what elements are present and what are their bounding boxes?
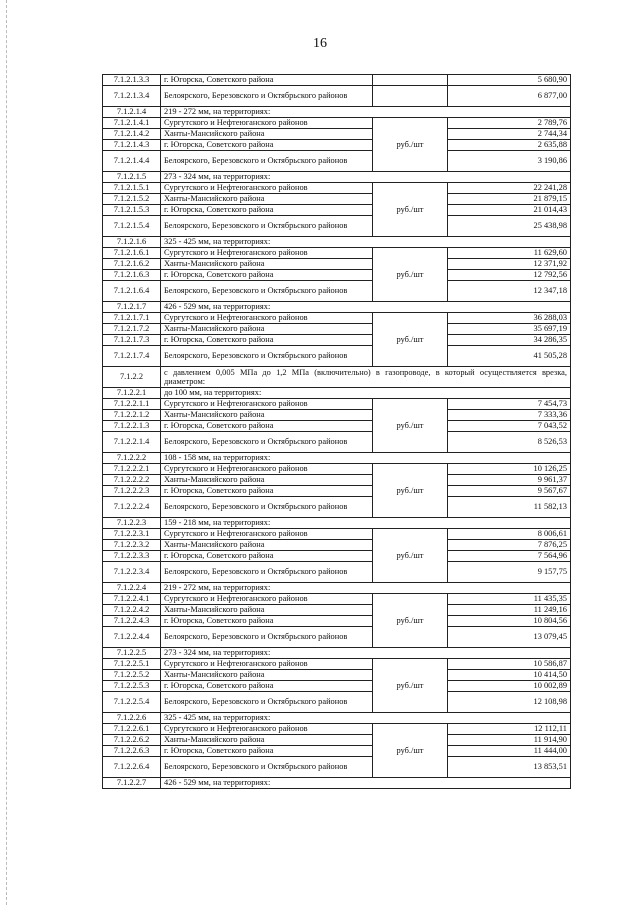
table-row xyxy=(103,140,571,151)
row-code: 7.1.2.1.3.4 xyxy=(103,86,161,107)
territory-name: Сургутского и Нефтеюганского районов xyxy=(161,594,373,605)
table-row xyxy=(103,281,571,302)
row-code: 7.1.2.2.6.3 xyxy=(103,746,161,757)
row-code: 7.1.2.1.6.3 xyxy=(103,270,161,281)
territory-name: Белоярского, Березовского и Октябрьского районов xyxy=(161,497,373,518)
territory-name: г. Югорска, Советского района xyxy=(161,486,373,497)
row-code: 7.1.2.2.3.1 xyxy=(103,529,161,540)
territory-name: г. Югорска, Советского района xyxy=(161,421,373,432)
tariff-price: 11 914,90 xyxy=(448,735,571,746)
territory-name: Ханты-Мансийского района xyxy=(161,475,373,486)
row-code: 7.1.2.2.4.3 xyxy=(103,616,161,627)
table-row xyxy=(103,778,571,789)
table-row xyxy=(103,421,571,432)
table-row xyxy=(103,205,571,216)
row-code: 7.1.2.2 xyxy=(103,367,161,388)
row-code: 7.1.2.2.1.1 xyxy=(103,399,161,410)
table-row xyxy=(103,107,571,118)
table-row xyxy=(103,475,571,486)
territory-name: Ханты-Мансийского района xyxy=(161,129,373,140)
table-row xyxy=(103,659,571,670)
row-code: 7.1.2.1.5 xyxy=(103,172,161,183)
row-code: 7.1.2.1.4.1 xyxy=(103,118,161,129)
table-row xyxy=(103,562,571,583)
territory-name: Ханты-Мансийского района xyxy=(161,324,373,335)
table-row xyxy=(103,118,571,129)
table-row xyxy=(103,497,571,518)
tariff-price: 11 582,13 xyxy=(448,497,571,518)
binding-edge-line xyxy=(6,0,7,905)
table-row xyxy=(103,616,571,627)
tariff-price: 10 002,89 xyxy=(448,681,571,692)
tariff-table xyxy=(102,74,571,789)
tariff-price: 9 157,75 xyxy=(448,562,571,583)
table-row xyxy=(103,605,571,616)
tariff-price: 10 586,87 xyxy=(448,659,571,670)
table-row xyxy=(103,464,571,475)
table-row xyxy=(103,248,571,259)
table-row xyxy=(103,746,571,757)
tariff-price: 3 190,86 xyxy=(448,151,571,172)
table-row xyxy=(103,627,571,648)
table-row xyxy=(103,540,571,551)
subsection-header: 426 - 529 мм, на территориях: xyxy=(161,778,571,789)
row-code: 7.1.2.2.3.4 xyxy=(103,562,161,583)
territory-name: Сургутского и Нефтеюганского районов xyxy=(161,529,373,540)
table-row xyxy=(103,648,571,659)
row-code: 7.1.2.2.6 xyxy=(103,713,161,724)
unit-of-measure: руб./шт xyxy=(373,399,448,453)
tariff-price: 8 006,61 xyxy=(448,529,571,540)
territory-name: Белоярского, Березовского и Октябрьского районов xyxy=(161,627,373,648)
tariff-price: 12 347,18 xyxy=(448,281,571,302)
tariff-price: 12 112,11 xyxy=(448,724,571,735)
table-row xyxy=(103,194,571,205)
territory-name: г. Югорска, Советского района xyxy=(161,746,373,757)
row-code: 7.1.2.2.5.3 xyxy=(103,681,161,692)
unit-of-measure: руб./шт xyxy=(373,118,448,172)
row-code: 7.1.2.2.1 xyxy=(103,388,161,399)
table-row xyxy=(103,313,571,324)
row-code: 7.1.2.2.3.2 xyxy=(103,540,161,551)
row-code: 7.1.2.2.6.4 xyxy=(103,757,161,778)
table-row xyxy=(103,183,571,194)
table-row xyxy=(103,270,571,281)
table-row xyxy=(103,583,571,594)
row-code: 7.1.2.1.7 xyxy=(103,302,161,313)
row-code: 7.1.2.2.3.3 xyxy=(103,551,161,562)
table-row xyxy=(103,86,571,107)
row-code: 7.1.2.2.2 xyxy=(103,453,161,464)
unit-of-measure: руб./шт xyxy=(373,248,448,302)
table-row xyxy=(103,335,571,346)
territory-name: г. Югорска, Советского района xyxy=(161,205,373,216)
unit-of-measure: руб./шт xyxy=(373,724,448,778)
subsection-header: 273 - 324 мм, на территориях: xyxy=(161,172,571,183)
table-row xyxy=(103,670,571,681)
unit-of-measure: руб./шт xyxy=(373,659,448,713)
table-row xyxy=(103,259,571,270)
table-row xyxy=(103,237,571,248)
territory-name: Белоярского, Березовского и Октябрьского районов xyxy=(161,151,373,172)
table-row xyxy=(103,724,571,735)
unit-of-measure: руб./шт xyxy=(373,183,448,237)
tariff-price: 10 414,50 xyxy=(448,670,571,681)
table-row xyxy=(103,432,571,453)
table-row xyxy=(103,75,571,86)
tariff-price: 2 789,76 xyxy=(448,118,571,129)
table-row xyxy=(103,453,571,464)
section-description: с давлением 0,005 МПа до 1,2 МПа (включительно) в газопроводе, в который осуществляется врезка, диаметром: xyxy=(161,367,571,388)
subsection-header: 426 - 529 мм, на территориях: xyxy=(161,302,571,313)
territory-name: Сургутского и Нефтеюганского районов xyxy=(161,183,373,194)
territory-name: Белоярского, Березовского и Октябрьского районов xyxy=(161,692,373,713)
subsection-header: 159 - 218 мм, на территориях: xyxy=(161,518,571,529)
row-code: 7.1.2.2.1.3 xyxy=(103,421,161,432)
row-code: 7.1.2.2.4.4 xyxy=(103,627,161,648)
table-row xyxy=(103,172,571,183)
tariff-price: 11 629,60 xyxy=(448,248,571,259)
table-row xyxy=(103,551,571,562)
unit-empty xyxy=(373,75,448,86)
table-row xyxy=(103,757,571,778)
territory-name: Сургутского и Нефтеюганского районов xyxy=(161,399,373,410)
row-code: 7.1.2.1.5.2 xyxy=(103,194,161,205)
territory-name: Сургутского и Нефтеюганского районов xyxy=(161,313,373,324)
territory-name: Белоярского, Березовского и Октябрьского районов xyxy=(161,346,373,367)
tariff-price: 41 505,28 xyxy=(448,346,571,367)
tariff-price: 34 286,35 xyxy=(448,335,571,346)
territory-name: Ханты-Мансийского района xyxy=(161,735,373,746)
tariff-price: 2 635,88 xyxy=(448,140,571,151)
territory-name: г. Югорска, Советского района xyxy=(161,616,373,627)
tariff-price: 2 744,34 xyxy=(448,129,571,140)
tariff-price: 7 043,52 xyxy=(448,421,571,432)
table-row xyxy=(103,302,571,313)
table-row xyxy=(103,129,571,140)
tariff-price: 7 333,36 xyxy=(448,410,571,421)
territory-name: Сургутского и Нефтеюганского районов xyxy=(161,724,373,735)
tariff-price: 7 454,73 xyxy=(448,399,571,410)
territory-name: Ханты-Мансийского района xyxy=(161,410,373,421)
tariff-price: 9 961,37 xyxy=(448,475,571,486)
tariff-table-body xyxy=(103,75,571,789)
tariff-price: 10 804,56 xyxy=(448,616,571,627)
row-code: 7.1.2.2.4.2 xyxy=(103,605,161,616)
territory-name: Ханты-Мансийского района xyxy=(161,540,373,551)
tariff-price: 9 567,67 xyxy=(448,486,571,497)
tariff-price: 11 435,35 xyxy=(448,594,571,605)
territory-name: Белоярского, Березовского и Октябрьского районов xyxy=(161,86,373,107)
row-code: 7.1.2.2.2.1 xyxy=(103,464,161,475)
subsection-header: 219 - 272 мм, на территориях: xyxy=(161,107,571,118)
territory-name: Сургутского и Нефтеюганского районов xyxy=(161,464,373,475)
table-row xyxy=(103,410,571,421)
tariff-price: 12 371,92 xyxy=(448,259,571,270)
territory-name: г. Югорска, Советского района xyxy=(161,551,373,562)
row-code: 7.1.2.2.2.3 xyxy=(103,486,161,497)
unit-empty xyxy=(373,86,448,107)
row-code: 7.1.2.1.5.4 xyxy=(103,216,161,237)
territory-name: Ханты-Мансийского района xyxy=(161,194,373,205)
territory-name: г. Югорска, Советского района xyxy=(161,681,373,692)
table-row xyxy=(103,529,571,540)
row-code: 7.1.2.1.3.3 xyxy=(103,75,161,86)
row-code: 7.1.2.1.6.4 xyxy=(103,281,161,302)
row-code: 7.1.2.2.5.1 xyxy=(103,659,161,670)
tariff-price: 11 249,16 xyxy=(448,605,571,616)
row-code: 7.1.2.2.7 xyxy=(103,778,161,789)
tariff-price: 5 680,90 xyxy=(448,75,571,86)
row-code: 7.1.2.2.4.1 xyxy=(103,594,161,605)
tariff-price: 22 241,28 xyxy=(448,183,571,194)
table-row xyxy=(103,594,571,605)
tariff-price: 21 879,15 xyxy=(448,194,571,205)
row-code: 7.1.2.2.5.2 xyxy=(103,670,161,681)
row-code: 7.1.2.2.2.2 xyxy=(103,475,161,486)
row-code: 7.1.2.2.1.4 xyxy=(103,432,161,453)
row-code: 7.1.2.1.6 xyxy=(103,237,161,248)
row-code: 7.1.2.2.6.2 xyxy=(103,735,161,746)
tariff-price: 25 438,98 xyxy=(448,216,571,237)
tariff-price: 6 877,00 xyxy=(448,86,571,107)
row-code: 7.1.2.1.4.3 xyxy=(103,140,161,151)
subsection-header: до 100 мм, на территориях: xyxy=(161,388,571,399)
row-code: 7.1.2.1.5.3 xyxy=(103,205,161,216)
table-row xyxy=(103,713,571,724)
territory-name: Белоярского, Березовского и Октябрьского районов xyxy=(161,757,373,778)
unit-of-measure: руб./шт xyxy=(373,594,448,648)
territory-name: г. Югорска, Советского района xyxy=(161,270,373,281)
tariff-price: 7 876,25 xyxy=(448,540,571,551)
territory-name: г. Югорска, Советского района xyxy=(161,140,373,151)
row-code: 7.1.2.2.5 xyxy=(103,648,161,659)
tariff-price: 21 014,43 xyxy=(448,205,571,216)
unit-of-measure: руб./шт xyxy=(373,464,448,518)
tariff-price: 11 444,00 xyxy=(448,746,571,757)
territory-name: Белоярского, Березовского и Октябрьского районов xyxy=(161,562,373,583)
territory-name: Сургутского и Нефтеюганского районов xyxy=(161,659,373,670)
table-row xyxy=(103,486,571,497)
table-row xyxy=(103,346,571,367)
row-code: 7.1.2.1.4 xyxy=(103,107,161,118)
table-row xyxy=(103,151,571,172)
row-code: 7.1.2.2.6.1 xyxy=(103,724,161,735)
territory-name: г. Югорска, Советского района xyxy=(161,335,373,346)
tariff-price: 13 079,45 xyxy=(448,627,571,648)
tariff-price: 7 564,96 xyxy=(448,551,571,562)
row-code: 7.1.2.2.5.4 xyxy=(103,692,161,713)
row-code: 7.1.2.1.4.4 xyxy=(103,151,161,172)
subsection-header: 273 - 324 мм, на территориях: xyxy=(161,648,571,659)
subsection-header: 219 - 272 мм, на территориях: xyxy=(161,583,571,594)
table-row xyxy=(103,681,571,692)
row-code: 7.1.2.1.5.1 xyxy=(103,183,161,194)
subsection-header: 325 - 425 мм, на территориях: xyxy=(161,713,571,724)
table-row xyxy=(103,388,571,399)
tariff-price: 8 526,53 xyxy=(448,432,571,453)
territory-name: Ханты-Мансийского района xyxy=(161,605,373,616)
territory-name: Белоярского, Березовского и Октябрьского районов xyxy=(161,216,373,237)
territory-name: Белоярского, Березовского и Октябрьского районов xyxy=(161,432,373,453)
tariff-price: 13 853,51 xyxy=(448,757,571,778)
row-code: 7.1.2.1.6.1 xyxy=(103,248,161,259)
row-code: 7.1.2.1.7.4 xyxy=(103,346,161,367)
row-code: 7.1.2.2.4 xyxy=(103,583,161,594)
territory-name: Ханты-Мансийского района xyxy=(161,670,373,681)
row-code: 7.1.2.1.7.2 xyxy=(103,324,161,335)
row-code: 7.1.2.2.2.4 xyxy=(103,497,161,518)
table-row xyxy=(103,399,571,410)
row-code: 7.1.2.1.6.2 xyxy=(103,259,161,270)
row-code: 7.1.2.1.4.2 xyxy=(103,129,161,140)
row-code: 7.1.2.2.1.2 xyxy=(103,410,161,421)
tariff-price: 12 792,56 xyxy=(448,270,571,281)
unit-of-measure: руб./шт xyxy=(373,313,448,367)
table-row xyxy=(103,367,571,388)
territory-name: Сургутского и Нефтеюганского районов xyxy=(161,248,373,259)
territory-name: Белоярского, Березовского и Октябрьского районов xyxy=(161,281,373,302)
table-row xyxy=(103,692,571,713)
subsection-header: 325 - 425 мм, на территориях: xyxy=(161,237,571,248)
table-row xyxy=(103,735,571,746)
page-number: 16 xyxy=(313,36,327,51)
table-row xyxy=(103,216,571,237)
row-code: 7.1.2.2.3 xyxy=(103,518,161,529)
tariff-price: 36 288,03 xyxy=(448,313,571,324)
tariff-price: 10 126,25 xyxy=(448,464,571,475)
territory-name: Сургутского и Нефтеюганского районов xyxy=(161,118,373,129)
table-row xyxy=(103,324,571,335)
tariff-price: 12 108,98 xyxy=(448,692,571,713)
territory-name: г. Югорска, Советского района xyxy=(161,75,373,86)
table-row xyxy=(103,518,571,529)
tariff-price: 35 697,19 xyxy=(448,324,571,335)
row-code: 7.1.2.1.7.1 xyxy=(103,313,161,324)
subsection-header: 108 - 158 мм, на территориях: xyxy=(161,453,571,464)
territory-name: Ханты-Мансийского района xyxy=(161,259,373,270)
row-code: 7.1.2.1.7.3 xyxy=(103,335,161,346)
unit-of-measure: руб./шт xyxy=(373,529,448,583)
